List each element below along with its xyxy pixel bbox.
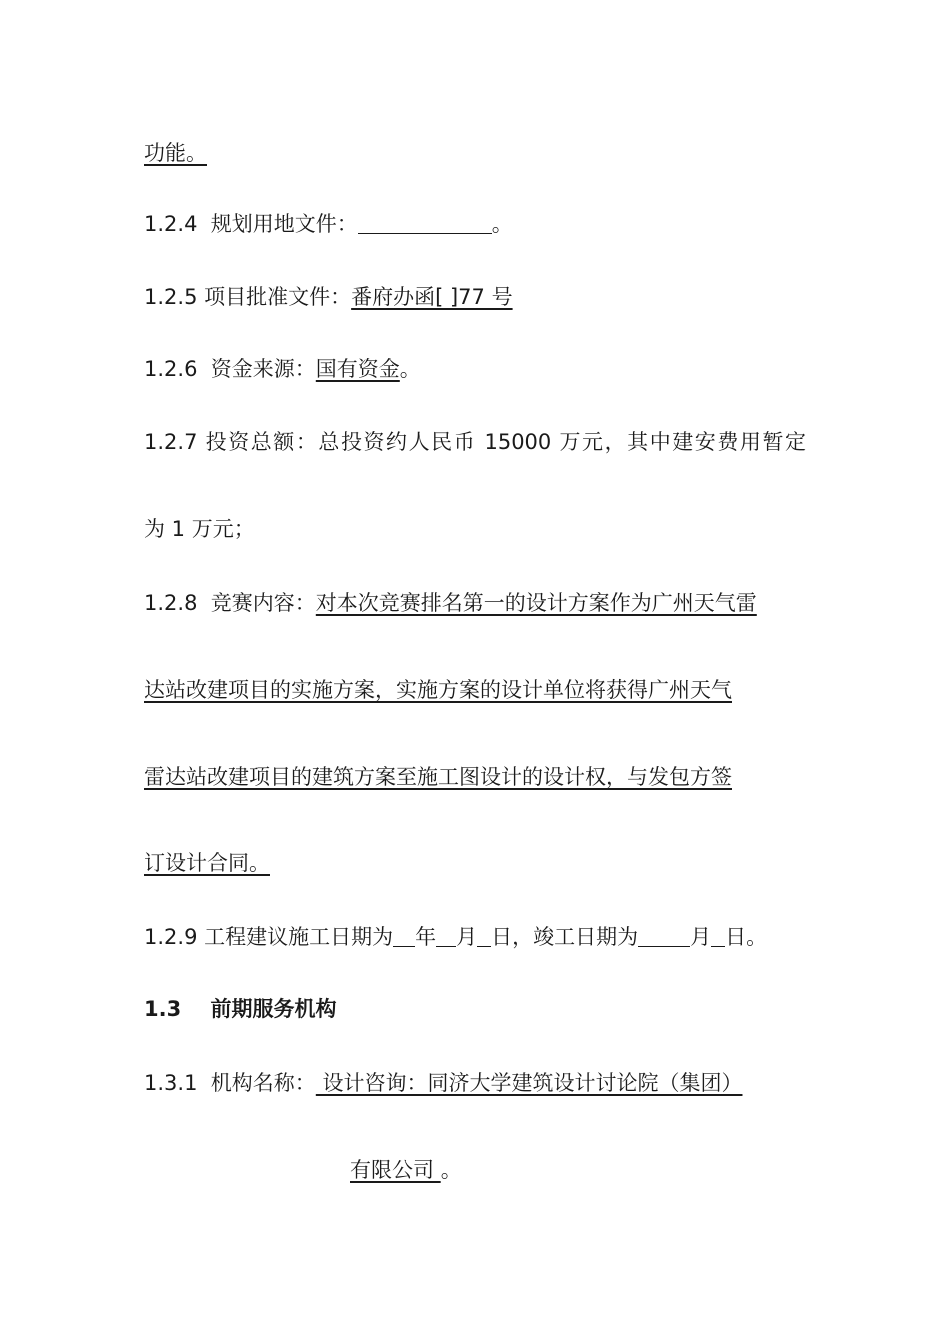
date-text: 月 xyxy=(456,925,478,949)
item-label: 机构名称： xyxy=(210,1071,316,1095)
function-text: 功能。 xyxy=(144,141,207,165)
blank-field xyxy=(393,926,415,947)
content-cont-2: 雷达站改建项目的建筑方案至施工图设计的设计权，与发包方签 xyxy=(144,765,732,789)
item-1-2-7 xyxy=(144,428,806,456)
investment-cont: 为 1 万元； xyxy=(144,517,255,541)
section-heading-1-3 xyxy=(144,995,806,1023)
date-text: 日，竣工日期为 xyxy=(491,925,639,949)
item-number: 1.2.8 xyxy=(144,591,198,615)
date-text: 日。 xyxy=(725,925,768,949)
investment-text: 1.2.7 投资总额：总投资约人民币 15000 万元，其中建安费用暂定 xyxy=(144,430,806,454)
text-line xyxy=(144,515,806,543)
punctuation: 。 xyxy=(491,212,513,236)
text-line xyxy=(144,139,806,167)
text-line xyxy=(144,676,806,704)
item-value: 对本次竞赛排名第一的设计方案作为广州天气雷 xyxy=(315,591,757,615)
date-text: 月 xyxy=(690,925,712,949)
blank-field xyxy=(436,926,456,947)
punctuation: 。 xyxy=(440,1158,462,1182)
blank-field xyxy=(477,926,491,947)
content-cont-3: 订设计合同。 xyxy=(144,851,270,875)
text-line xyxy=(144,849,806,877)
blank-field xyxy=(358,213,492,234)
content-cont-1: 达站改建项目的实施方案，实施方案的设计单位将获得广州天气 xyxy=(144,678,732,702)
item-1-2-5 xyxy=(144,283,806,311)
item-number: 1.2.6 xyxy=(144,357,198,381)
item-value: 国有资金 xyxy=(315,357,400,381)
section-title: 前期服务机构 xyxy=(210,997,337,1021)
item-1-2-4 xyxy=(144,210,806,238)
text-line xyxy=(144,763,806,791)
date-text: 1.2.9 工程建议施工日期为 xyxy=(144,925,394,949)
item-1-3-1 xyxy=(144,1069,806,1097)
item-1-2-8 xyxy=(144,589,806,617)
company-suffix: 有限公司 xyxy=(350,1158,441,1182)
date-text: 年 xyxy=(415,925,437,949)
punctuation: 。 xyxy=(399,357,421,381)
item-1-2-9 xyxy=(144,923,806,951)
item-value: 番府办函[ ]77 号 xyxy=(351,285,513,309)
item-1-2-6 xyxy=(144,355,806,383)
item-label: 竞赛内容： xyxy=(210,591,316,615)
item-label: 资金来源： xyxy=(210,357,316,381)
item-number: 1.3.1 xyxy=(144,1071,198,1095)
item-value: 设计咨询：同济大学建筑设计讨论院（集团） xyxy=(315,1071,743,1095)
item-number: 1.2.5 xyxy=(144,285,198,309)
blank-field xyxy=(711,926,725,947)
item-number: 1.2.4 xyxy=(144,212,198,236)
section-number: 1.3 xyxy=(144,997,182,1021)
item-label: 项目批准文件： xyxy=(204,285,352,309)
item-label: 规划用地文件： xyxy=(210,212,358,236)
blank-field xyxy=(638,926,690,947)
text-line xyxy=(350,1156,650,1184)
